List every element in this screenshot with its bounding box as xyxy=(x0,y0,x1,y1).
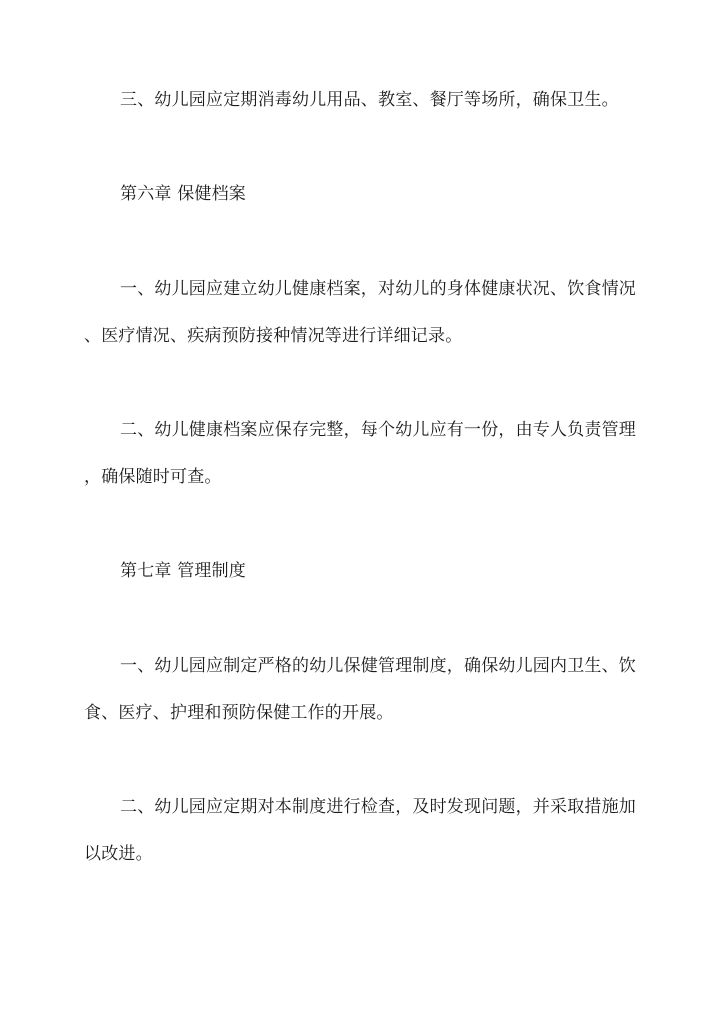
paragraph-3-disinfection: 三、幼儿园应定期消毒幼儿用品、教室、餐厅等场所，确保卫生。 xyxy=(120,90,619,110)
chapter-7-item-2-line-2: 以改进。 xyxy=(84,844,153,864)
chapter-7-item-2-line-1: 二、幼儿园应定期对本制度进行检查，及时发现问题，并采取措施加 xyxy=(120,797,636,817)
chapter-6-item-2-line-2: ，确保随时可查。 xyxy=(84,467,222,487)
chapter-6-item-2-line-1: 二、幼儿健康档案应保存完整，每个幼儿应有一份，由专人负责管理 xyxy=(120,420,636,440)
chapter-6-heading: 第六章 保健档案 xyxy=(120,184,247,204)
chapter-7-heading: 第七章 管理制度 xyxy=(120,561,247,581)
chapter-6-item-1-line-1: 一、幼儿园应建立幼儿健康档案，对幼儿的身体健康状况、饮食情况 xyxy=(120,279,636,299)
chapter-7-item-1-line-2: 食、医疗、护理和预防保健工作的开展。 xyxy=(84,703,394,723)
chapter-6-item-1-line-2: 、医疗情况、疾病预防接种情况等进行详细记录。 xyxy=(84,326,463,346)
chapter-7-item-1-line-1: 一、幼儿园应制定严格的幼儿保健管理制度，确保幼儿园内卫生、饮 xyxy=(120,656,636,676)
